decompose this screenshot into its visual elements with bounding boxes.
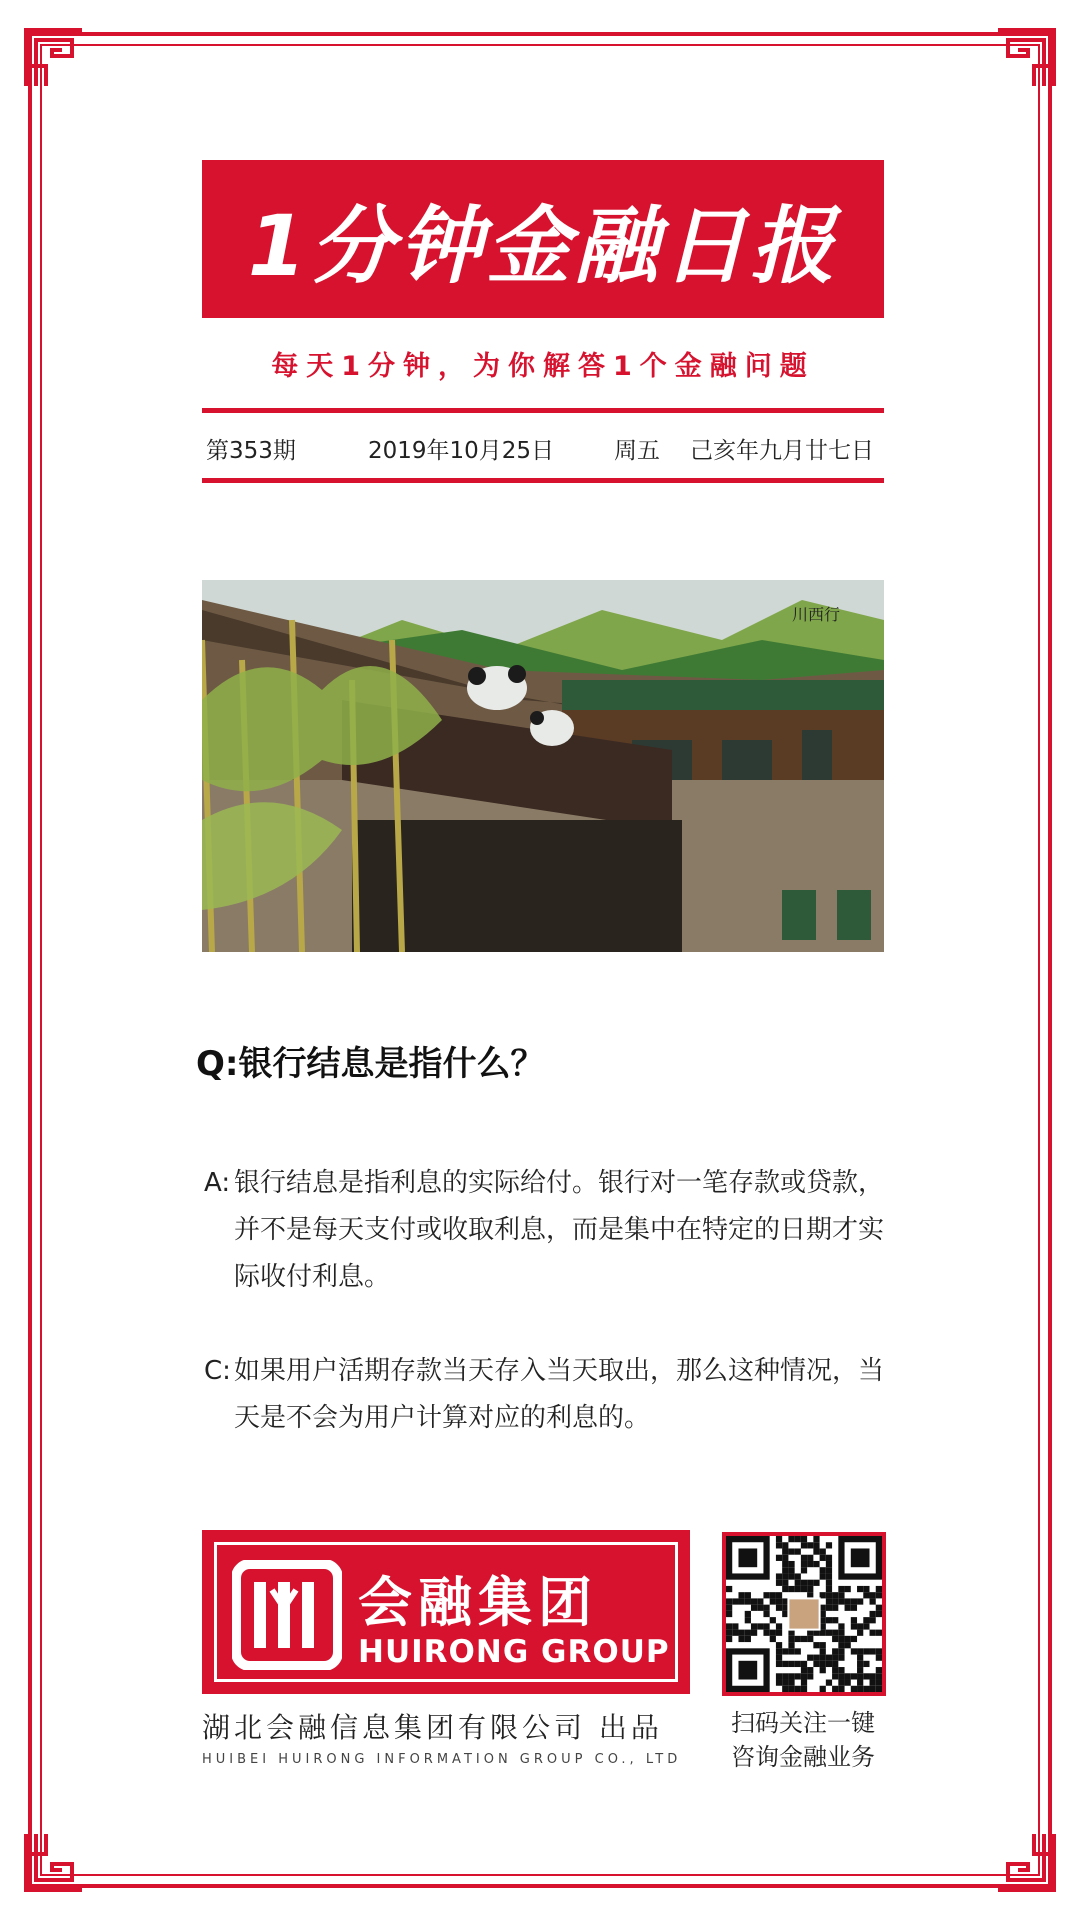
qr-module (788, 1586, 794, 1592)
qr-module (826, 1680, 832, 1686)
qr-module (826, 1655, 832, 1661)
qr-module (776, 1580, 782, 1586)
qr-module (845, 1605, 851, 1611)
qr-module (813, 1548, 819, 1554)
qr-module (776, 1542, 782, 1548)
panda-building-photo (202, 580, 884, 952)
qr-module (782, 1548, 788, 1554)
qr-module (726, 1636, 732, 1642)
qr-module (863, 1648, 869, 1654)
qr-module (776, 1598, 782, 1604)
qr-module (745, 1636, 751, 1642)
qr-module (832, 1630, 838, 1636)
qr-module (838, 1673, 844, 1679)
qr-module (863, 1592, 869, 1598)
qr-module (857, 1661, 863, 1667)
qr-module (851, 1648, 857, 1654)
qr-module (826, 1598, 832, 1604)
qr-module (826, 1630, 832, 1636)
qr-module (826, 1592, 832, 1598)
qr-module (863, 1686, 869, 1692)
qr-module (732, 1598, 738, 1604)
qr-module (738, 1630, 744, 1636)
qr-module (795, 1661, 801, 1667)
qr-module (851, 1623, 857, 1629)
qr-module (832, 1655, 838, 1661)
qr-module (782, 1680, 788, 1686)
qr-module (807, 1667, 813, 1673)
qr-module (776, 1655, 782, 1661)
comment-text: 如果用户活期存款当天存入当天取出，那么这种情况，当天是不会为用户计算对应的利息的。 (234, 1356, 885, 1433)
qr-module (826, 1580, 832, 1586)
qr-module (788, 1561, 794, 1567)
qr-module (763, 1605, 769, 1611)
qr-module (726, 1611, 732, 1617)
qr-module (832, 1605, 838, 1611)
qr-module (801, 1580, 807, 1586)
qr-module (838, 1623, 844, 1629)
qr-module (876, 1667, 882, 1673)
qr-module (788, 1673, 794, 1679)
qr-module (795, 1673, 801, 1679)
qr-module (832, 1617, 838, 1623)
qr-module (795, 1548, 801, 1554)
qr-module (851, 1605, 857, 1611)
qr-module (726, 1605, 732, 1611)
qr-module (870, 1617, 876, 1623)
qr-module (813, 1661, 819, 1667)
qr-module (845, 1636, 851, 1642)
title-banner (202, 160, 884, 318)
qr-module (870, 1630, 876, 1636)
qr-module (807, 1586, 813, 1592)
qr-module (813, 1536, 819, 1542)
qr-module (826, 1586, 832, 1592)
qr-finder-mark (738, 1661, 757, 1680)
qr-module (732, 1623, 738, 1629)
qr-module (813, 1580, 819, 1586)
company-name: 湖北会融信息集团有限公司 出品 (202, 1711, 663, 1744)
qr-module (770, 1598, 776, 1604)
answer-label: A: (204, 1168, 231, 1198)
corner-ornament-top-left (22, 26, 86, 90)
qr-module (788, 1680, 794, 1686)
qr-module (788, 1567, 794, 1573)
qr-module (776, 1592, 782, 1598)
huirong-logo (202, 1530, 690, 1694)
qr-module (857, 1680, 863, 1686)
qr-module (745, 1617, 751, 1623)
qr-module (801, 1686, 807, 1692)
qr-module (770, 1630, 776, 1636)
qr-module (782, 1586, 788, 1592)
qr-module (782, 1567, 788, 1573)
qr-module (776, 1573, 782, 1579)
qr-module (757, 1598, 763, 1604)
qr-module (851, 1673, 857, 1679)
qr-module (776, 1623, 782, 1629)
qr-module (807, 1555, 813, 1561)
qr-module (826, 1661, 832, 1667)
qr-module (763, 1630, 769, 1636)
qr-module (788, 1648, 794, 1654)
qr-module (801, 1673, 807, 1679)
qr-module (795, 1586, 801, 1592)
qr-module (776, 1605, 782, 1611)
qr-module (851, 1617, 857, 1623)
qr-module (738, 1598, 744, 1604)
qr-module (820, 1573, 826, 1579)
qr-module (851, 1686, 857, 1692)
qr-module (857, 1673, 863, 1679)
qr-module (801, 1542, 807, 1548)
qr-module (751, 1623, 757, 1629)
qr-module (776, 1555, 782, 1561)
qr-module (801, 1667, 807, 1673)
lunar-date: 己亥年九月廿七日 (690, 438, 874, 464)
qr-module (732, 1630, 738, 1636)
qr-module (876, 1586, 882, 1592)
qr-module (820, 1686, 826, 1692)
qr-module (782, 1648, 788, 1654)
qr-module (745, 1598, 751, 1604)
qr-module (795, 1573, 801, 1579)
qr-caption (718, 1706, 888, 1774)
qr-module (782, 1673, 788, 1679)
qr-module (813, 1642, 819, 1648)
qr-module (857, 1586, 863, 1592)
qr-module (795, 1648, 801, 1654)
qr-module (838, 1680, 844, 1686)
qr-module (826, 1561, 832, 1567)
qr-module (838, 1667, 844, 1673)
qr-module (863, 1661, 869, 1667)
qr-module (726, 1623, 732, 1629)
qr-module (820, 1548, 826, 1554)
qr-module (870, 1686, 876, 1692)
corner-ornament-bottom-right (994, 1830, 1058, 1894)
qr-caption-line1: 扫码关注一键 (731, 1709, 875, 1737)
qr-module (751, 1605, 757, 1611)
qr-module (776, 1642, 782, 1648)
qr-module (838, 1586, 844, 1592)
qr-module (826, 1542, 832, 1548)
qr-module (757, 1623, 763, 1629)
corner-ornament-bottom-left (22, 1830, 86, 1894)
photo-watermark: 川西行 (792, 605, 841, 624)
qr-module (807, 1655, 813, 1661)
qr-module (751, 1630, 757, 1636)
qr-module (876, 1611, 882, 1617)
qr-module (726, 1586, 732, 1592)
qr-module (813, 1542, 819, 1548)
qr-module (788, 1636, 794, 1642)
qr-module (870, 1673, 876, 1679)
divider-top (202, 408, 884, 413)
qr-module (763, 1611, 769, 1617)
qr-module (788, 1661, 794, 1667)
qr-module (838, 1686, 844, 1692)
qr-module (826, 1605, 832, 1611)
qr-module (807, 1636, 813, 1642)
qr-module (763, 1623, 769, 1629)
qr-module (801, 1586, 807, 1592)
qr-module (832, 1686, 838, 1692)
qr-module (770, 1592, 776, 1598)
qr-module (801, 1636, 807, 1642)
qr-caption-line2: 咨询金融业务 (731, 1743, 875, 1771)
qr-finder-mark (738, 1548, 757, 1567)
qr-module (776, 1648, 782, 1654)
qr-module (820, 1567, 826, 1573)
qr-module (776, 1536, 782, 1542)
qr-module (845, 1598, 851, 1604)
qr-module (876, 1592, 882, 1598)
qr-module (838, 1655, 844, 1661)
qr-module (863, 1586, 869, 1592)
qr-module (807, 1561, 813, 1567)
qr-module (870, 1680, 876, 1686)
qr-module (782, 1686, 788, 1692)
qr-module (838, 1630, 844, 1636)
qr-module (795, 1686, 801, 1692)
logo-english-name: HUIRONG GROUP (358, 1634, 670, 1670)
answer-block (204, 1160, 890, 1301)
qr-module (782, 1542, 788, 1548)
qr-module (807, 1673, 813, 1679)
qr-module (826, 1617, 832, 1623)
comment-block (204, 1348, 890, 1442)
qr-module (826, 1555, 832, 1561)
qr-module (795, 1580, 801, 1586)
qr-module (776, 1680, 782, 1686)
qr-module (863, 1623, 869, 1629)
qr-module (832, 1598, 838, 1604)
qr-module (801, 1555, 807, 1561)
qr-module (788, 1536, 794, 1542)
qr-module (782, 1580, 788, 1586)
qr-module (782, 1555, 788, 1561)
qr-module (838, 1636, 844, 1642)
qr-module (876, 1605, 882, 1611)
qr-module (820, 1661, 826, 1667)
qr-module (863, 1617, 869, 1623)
qr-module (857, 1598, 863, 1604)
qr-module (857, 1686, 863, 1692)
issue-date: 2019年10月25日 (368, 438, 555, 464)
qr-module (801, 1661, 807, 1667)
qr-module (876, 1630, 882, 1636)
qr-module (788, 1642, 794, 1648)
qr-module (745, 1630, 751, 1636)
qr-module (820, 1648, 826, 1654)
huirong-mark-icon (232, 1560, 342, 1670)
qr-module (826, 1573, 832, 1579)
qr-module (782, 1661, 788, 1667)
qr-module (876, 1680, 882, 1686)
comment-label: C: (204, 1356, 231, 1386)
qr-module (738, 1636, 744, 1642)
qr-module (832, 1667, 838, 1673)
qr-module (851, 1636, 857, 1642)
qr-module (832, 1636, 838, 1642)
weekday: 周五 (614, 438, 660, 464)
qr-module (826, 1567, 832, 1573)
qr-module (876, 1686, 882, 1692)
qr-module (845, 1642, 851, 1648)
qr-module (820, 1655, 826, 1661)
qr-module (770, 1617, 776, 1623)
qr-module (813, 1655, 819, 1661)
qr-module (801, 1561, 807, 1567)
qr-module (795, 1636, 801, 1642)
logo-chinese-name: 会融集团 (358, 1571, 598, 1634)
qr-module (857, 1648, 863, 1654)
qr-module (782, 1561, 788, 1567)
qr-module (820, 1667, 826, 1673)
qr-module (876, 1648, 882, 1654)
qr-module (820, 1555, 826, 1561)
qr-module (876, 1673, 882, 1679)
divider-bottom (202, 478, 884, 483)
issue-number: 第353期 (206, 438, 296, 464)
qr-module (851, 1598, 857, 1604)
qr-module (838, 1642, 844, 1648)
qr-module (726, 1598, 732, 1604)
question-heading: Q:银行结息是指什么？ (196, 1044, 545, 1084)
page-subtitle: 每天1分钟，为你解答1个金融问题 (271, 351, 815, 382)
qr-module (870, 1611, 876, 1617)
qr-module (807, 1542, 813, 1548)
qr-module (795, 1536, 801, 1542)
qr-module (745, 1611, 751, 1617)
qr-module (788, 1686, 794, 1692)
qr-center-avatar (788, 1598, 819, 1629)
qr-module (788, 1573, 794, 1579)
qr-module (870, 1648, 876, 1654)
qr-module (751, 1598, 757, 1604)
qr-module (763, 1592, 769, 1598)
qr-module (776, 1630, 782, 1636)
qr-module (832, 1592, 838, 1598)
qr-module (782, 1573, 788, 1579)
qr-module (757, 1605, 763, 1611)
qr-module (776, 1673, 782, 1679)
qr-module (857, 1655, 863, 1661)
qr-module (863, 1673, 869, 1679)
qr-module (832, 1648, 838, 1654)
qr-module (845, 1680, 851, 1686)
qr-module (770, 1636, 776, 1642)
qr-module (801, 1536, 807, 1542)
qr-module (857, 1623, 863, 1629)
qr-module (832, 1661, 838, 1667)
qr-module (801, 1567, 807, 1573)
qr-module (870, 1598, 876, 1604)
qr-module (838, 1598, 844, 1604)
qr-module (813, 1561, 819, 1567)
corner-ornament-top-right (994, 26, 1058, 90)
qr-module (820, 1642, 826, 1648)
qr-module (745, 1592, 751, 1598)
qr-module (845, 1673, 851, 1679)
qr-module (801, 1680, 807, 1686)
qr-module (838, 1592, 844, 1598)
qr-code[interactable] (722, 1532, 886, 1696)
qr-module (788, 1548, 794, 1554)
answer-text: 银行结息是指利息的实际给付。银行对一笔存款或贷款，并不是每天支付或收取利息，而是集中在特定的日期才实际收付利息。 (234, 1168, 885, 1292)
company-name-english: HUIBEI HUIRONG INFORMATION GROUP CO., LTD (202, 1752, 682, 1767)
qr-module (870, 1592, 876, 1598)
qr-module (845, 1586, 851, 1592)
qr-module (807, 1580, 813, 1586)
qr-module (857, 1667, 863, 1673)
qr-module (776, 1661, 782, 1667)
qr-module (857, 1630, 863, 1636)
qr-finder-mark (851, 1548, 870, 1567)
page-title: 1分钟金融日报 (247, 196, 839, 295)
dateline (206, 432, 886, 468)
qr-module (838, 1648, 844, 1654)
qr-module (832, 1673, 838, 1679)
qr-module (876, 1655, 882, 1661)
qr-module (738, 1592, 744, 1598)
qr-module (726, 1630, 732, 1636)
